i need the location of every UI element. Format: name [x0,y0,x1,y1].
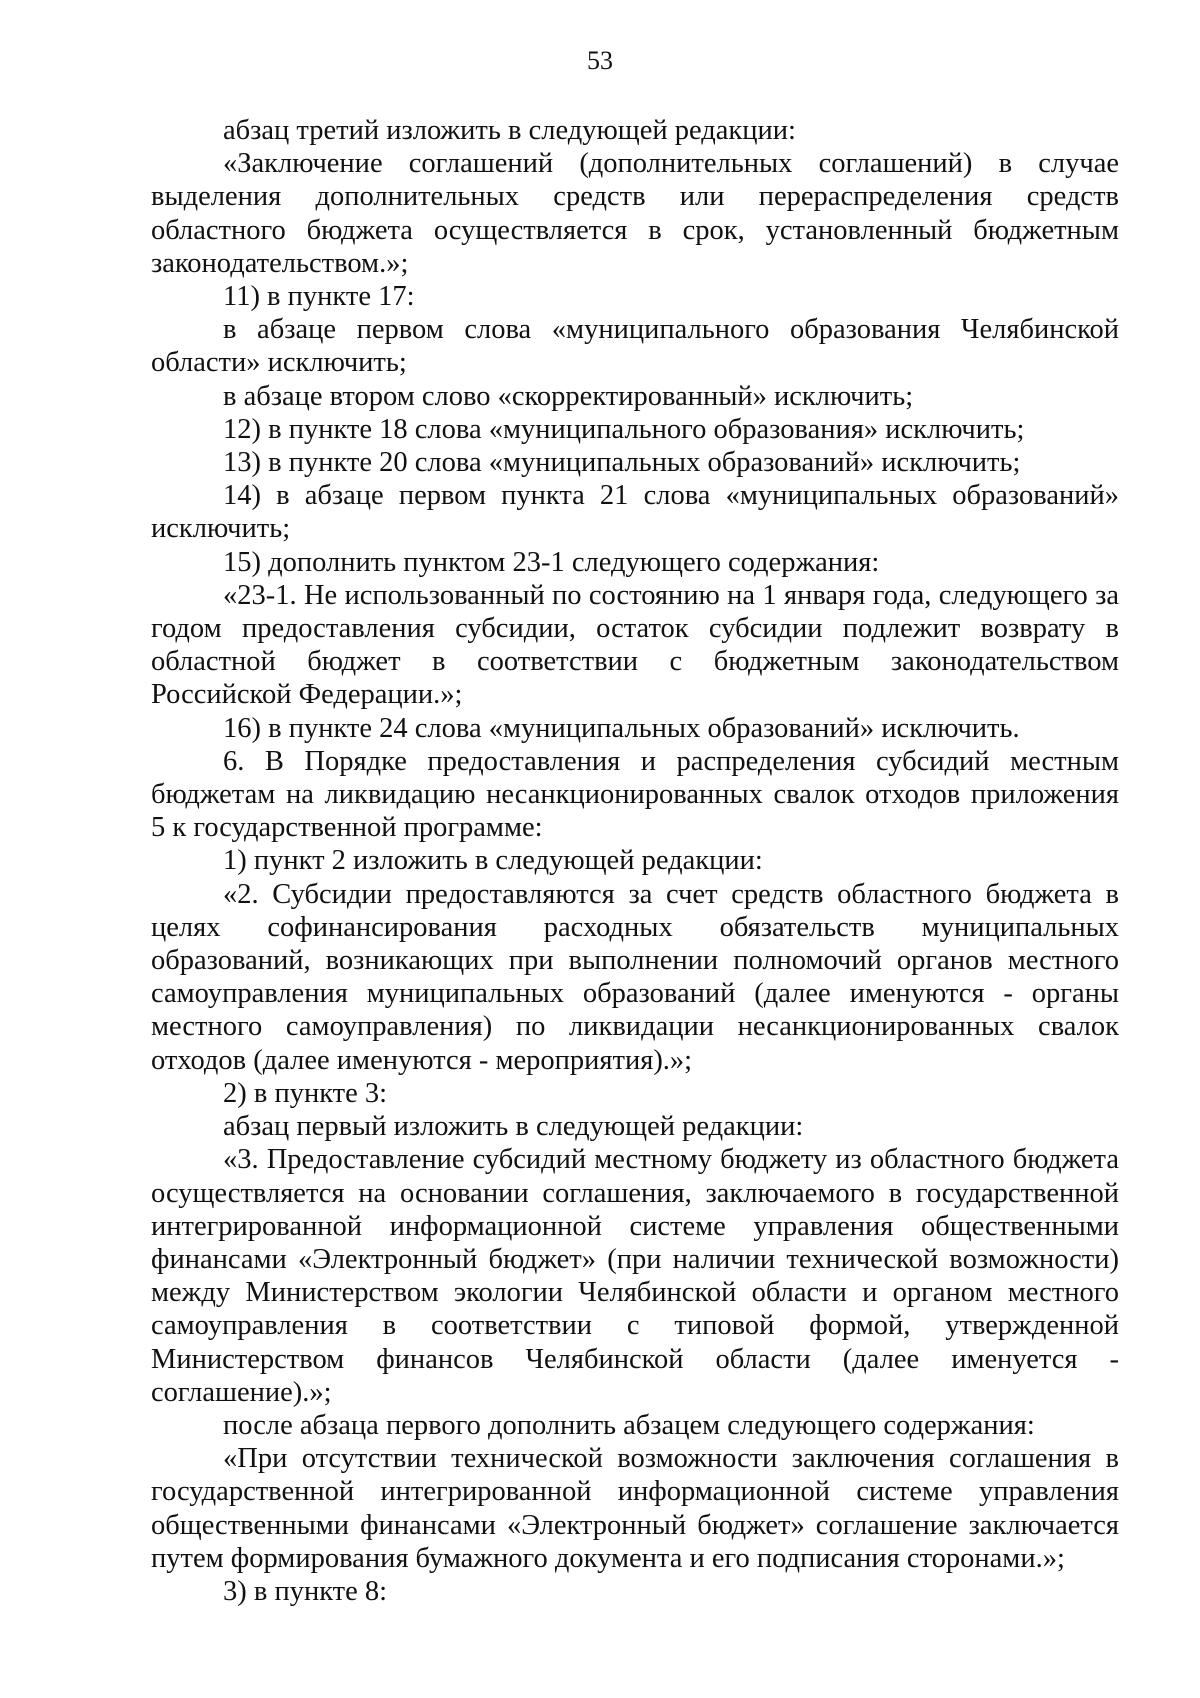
paragraph: в абзаце втором слово «скорректированный» исключить; [223,380,914,412]
paragraph: 13) в пункте 20 слова «муниципальных образований» исключить; [223,447,1021,479]
paragraph: 14) в абзаце первом пункта 21 слова «муниципальных образований» исключить; [151,480,1119,545]
paragraph: 3) в пункте 8: [223,1575,388,1607]
paragraph: после абзаца первого дополнить абзацем следующего содержания: [223,1409,1035,1441]
paragraph: 1) пункт 2 изложить в следующей редакции: [223,845,763,877]
paragraph: «Заключение соглашений (дополнительных соглашений) в случае выделения дополнительных средств или перераспределения средств областного бюджета осуществляется в срок, установленный бюджетным законодательством.»; [151,148,1119,279]
paragraph: 16) в пункте 24 слова «муниципальных образований» исключить. [223,712,1020,744]
paragraph: 12) в пункте 18 слова «муниципального образования» исключить; [223,413,1025,445]
paragraph: «3. Предоставление субсидий местному бюджету из областного бюджета осуществляется на основании соглашения, заключаемого в государственной интегрированной информационной системе управления общественными финансами «Электронный бюджет» (при наличии технической возможности) между Министерством экологии Челябинской области и органом местного самоуправления в соответствии с типовой формой, утвержденной Министерством финансов Челябинской области (далее именуется - соглашение).»; [151,1144,1119,1408]
paragraph: абзац третий изложить в следующей редакции: [223,115,796,146]
paragraph: «При отсутствии технической возможности заключения соглашения в государственной интегрированной информационной системе управления общественными финансами «Электронный бюджет» соглашение заключается путем формирования бумажного документа и его подписания сторонами.»; [151,1443,1119,1574]
paragraph: «2. Субсидии предоставляются за счет средств областного бюджета в целях софинансирования расходных обязательств муниципальных образований, возникающих при выполнении полномочий органов местного самоуправления муниципальных образований (далее именуются - органы местного самоуправления) по ликвидации несанкционированных свалок отходов (далее именуются - мероприятия).»; [151,878,1119,1076]
paragraph: 2) в пункте 3: [223,1077,388,1109]
paragraph: в абзаце первом слова «муниципального образования Челябинской области» исключить; [151,314,1119,379]
paragraph: 15) дополнить пунктом 23-1 следующего содержания: [223,546,880,578]
paragraph: «23-1. Не использованный по состоянию на 1 января года, следующего за годом предоставления субсидии, остаток субсидии подлежит возврату в областной бюджет в соответствии с бюджетным законодательством Российской Федерации.»; [151,579,1119,711]
page-number: 53 [587,46,613,75]
paragraph: 11) в пункте 17: [223,281,415,313]
document-body [151,114,1119,1608]
paragraph: абзац первый изложить в следующей редакции: [223,1111,804,1143]
paragraph: 6. В Порядке предоставления и распределения субсидий местным бюджетам на ликвидацию несанкционированных свалок отходов приложения 5 к государственной программе: [151,745,1119,844]
